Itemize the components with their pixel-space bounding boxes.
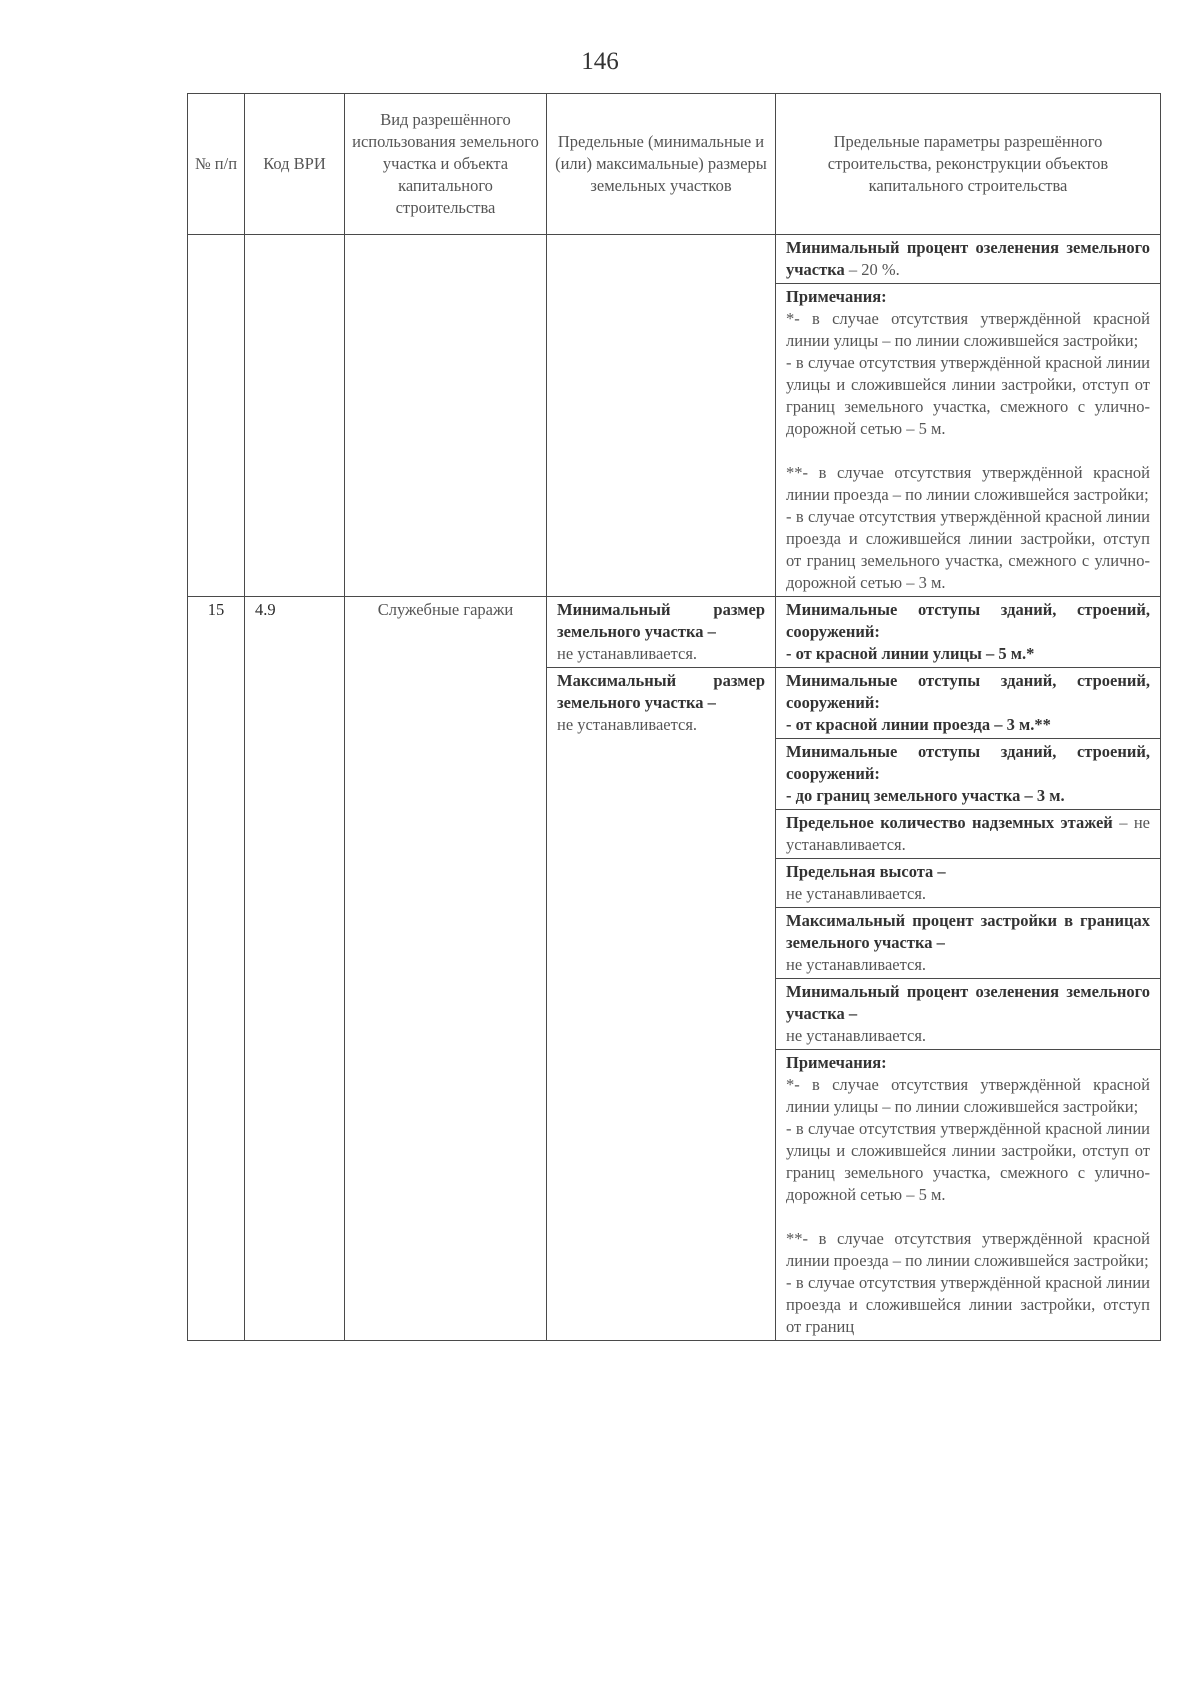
cell-num: 15: [188, 597, 245, 1341]
header-params: Предельные параметры разрешённого строительства, реконструкции объектов капитального строительства: [776, 94, 1161, 235]
regulations-table: [187, 93, 1161, 1341]
param-height: Предельная высота – не устанавливается.: [776, 859, 1161, 908]
table-row-continued: [188, 235, 1161, 284]
table-row-15: [188, 597, 1161, 668]
param-setback-street: Минимальные отступы зданий, строений, сооружений: - от красной линии улицы – 5 м.*: [776, 597, 1161, 668]
table-header-row: [188, 94, 1161, 235]
cell-min-size: Минимальный размер земельного участка – не устанавливается.: [547, 597, 776, 668]
param-built-percent: Максимальный процент застройки в границах земельного участка – не устанавливается.: [776, 908, 1161, 979]
notes-cont: Примечания: *- в случае отсутствия утверждённой красной линии улицы – по линии сложившейся застройки; - в случае отсутствия утверждённой красной линии улицы и сложившейся линии застройки, отступ от границ земельного участка, смежного с улично-дорожной сетью – 5 м. **- в случае отсутствия утверждённой красной линии проезда – по линии сложившейся застройки; - в случае отсутствия утверждённой красной линии проезда и сложившейся линии застройки, отступ от границ земельного участка, смежного с улично-дорожной сетью – 3 м.: [776, 284, 1161, 597]
cell-max-size: Максимальный размер земельного участка – не устанавливается.: [547, 668, 776, 1341]
header-code: Код ВРИ: [245, 94, 345, 235]
cell-code-cont: [245, 235, 345, 597]
notes-row15: Примечания: *- в случае отсутствия утверждённой красной линии улицы – по линии сложившейся застройки; - в случае отсутствия утверждённой красной линии улицы и сложившейся линии застройки, отступ от границ земельного участка, смежного с улично-дорожной сетью – 5 м. **- в случае отсутствия утверждённой красной линии проезда – по линии сложившейся застройки; - в случае отсутствия утверждённой красной линии проезда и сложившейся линии застройки, отступ от границ: [776, 1050, 1161, 1341]
cell-code: 4.9: [245, 597, 345, 1341]
header-use: Вид разрешённого использования земельного участка и объекта капитального строительства: [345, 94, 547, 235]
param-floors: Предельное количество надземных этажей – не устанавливается.: [776, 810, 1161, 859]
cell-use: Служебные гаражи: [345, 597, 547, 1341]
param-setback-passage: Минимальные отступы зданий, строений, сооружений: - от красной линии проезда – 3 м.**: [776, 668, 1161, 739]
cell-use-cont: [345, 235, 547, 597]
param-setback-boundary: Минимальные отступы зданий, строений, сооружений: - до границ земельного участка – 3 м.: [776, 739, 1161, 810]
cell-sizes-cont: [547, 235, 776, 597]
page-number: 146: [581, 48, 619, 75]
param-green-percent: Минимальный процент озеленения земельного участка – не устанавливается.: [776, 979, 1161, 1050]
param-green-cont: Минимальный процент озеленения земельного участка – 20 %.: [776, 235, 1161, 284]
header-sizes: Предельные (минимальные и (или) максимальные) размеры земельных участков: [547, 94, 776, 235]
cell-num-cont: [188, 235, 245, 597]
header-num: № п/п: [188, 94, 245, 235]
